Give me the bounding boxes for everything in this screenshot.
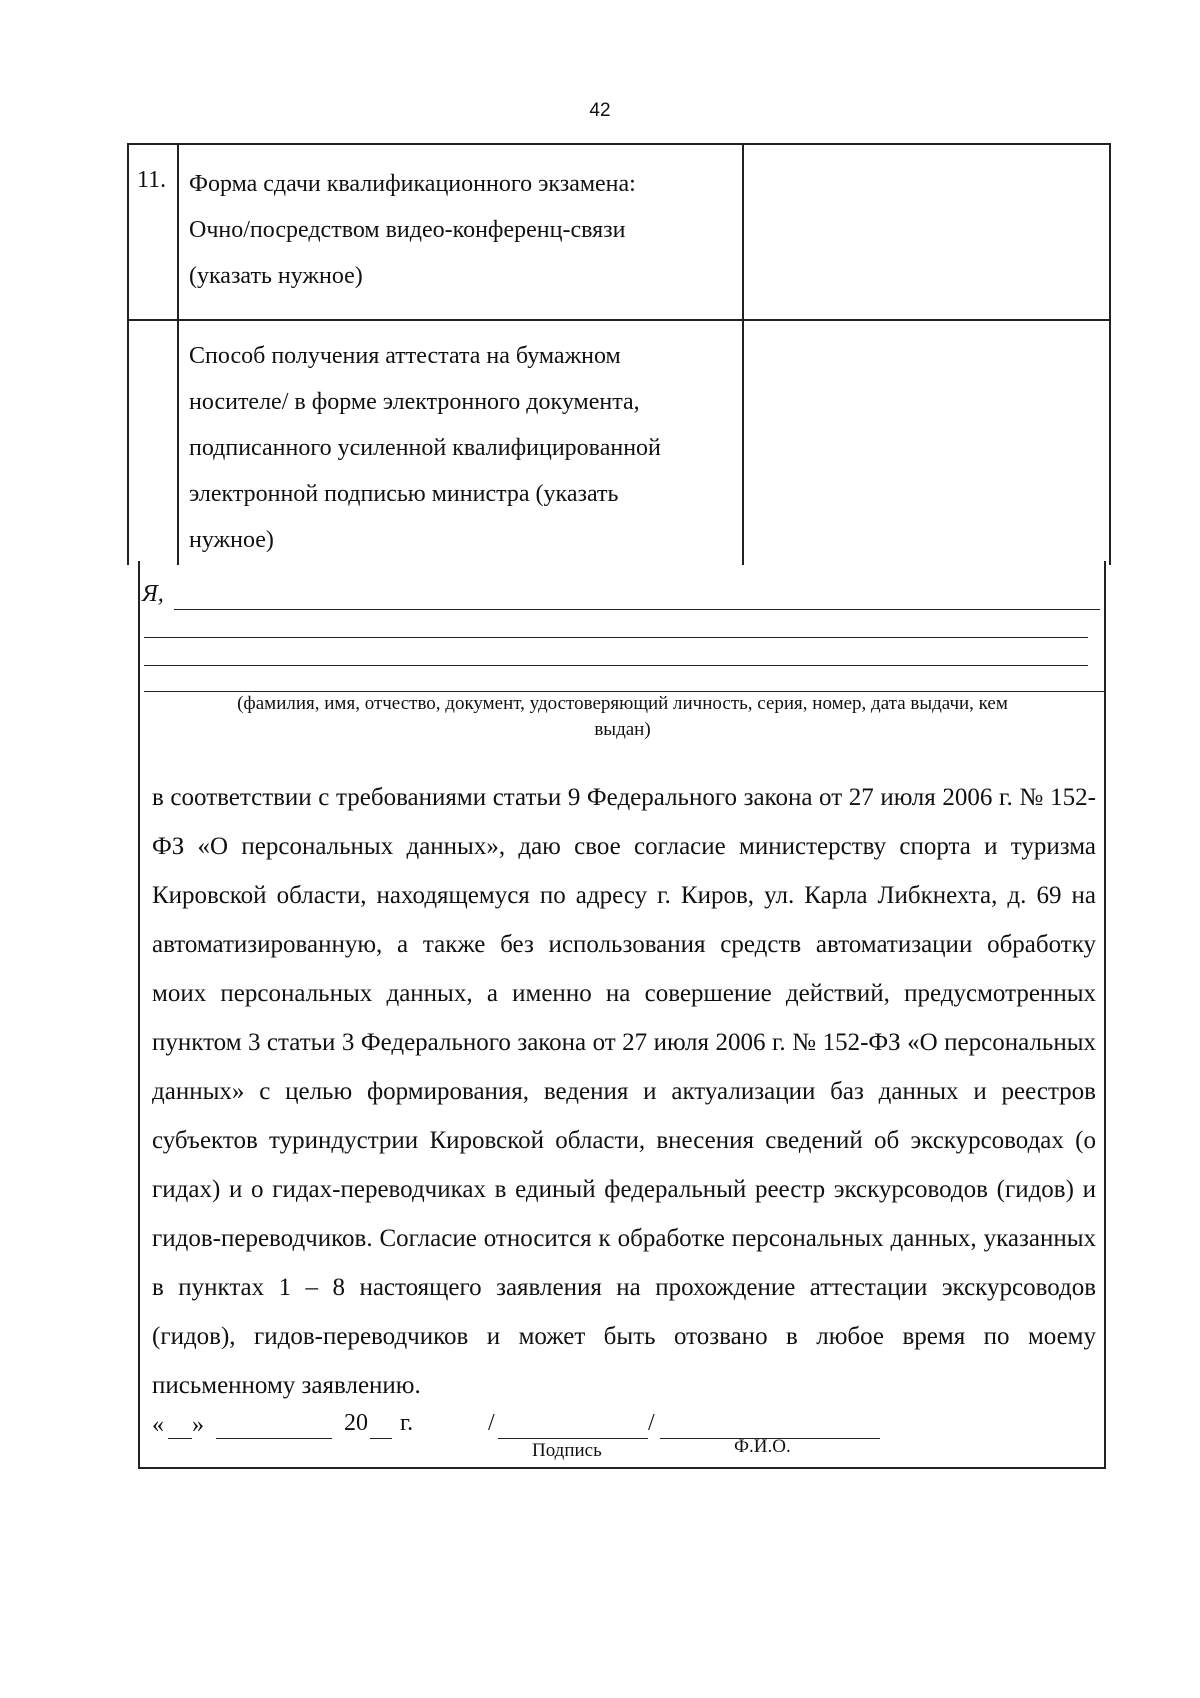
month-fill-line[interactable] (216, 1414, 332, 1439)
table-row (129, 145, 1109, 321)
signature-label: Подпись (532, 1440, 602, 1461)
row-label (179, 321, 744, 565)
consent-block (138, 561, 1106, 1469)
name-fill-line-1[interactable] (174, 589, 1100, 610)
fio-label: Ф.И.О. (734, 1436, 791, 1457)
signature-slash: / (488, 1410, 495, 1436)
row-label-line: нужное) (189, 527, 274, 553)
name-field-caption (160, 691, 1085, 743)
day-fill-line[interactable] (168, 1414, 192, 1439)
name-fill-line-4[interactable] (144, 671, 1104, 692)
signature-row (152, 1406, 1096, 1461)
row-label-line: Очно/посредством видео-конференц-связи (189, 217, 626, 243)
row-label-line: носителе/ в форме электронного документа, (189, 389, 640, 415)
date-quote-close: » (192, 1412, 204, 1438)
row-number (129, 321, 179, 565)
table-row (129, 321, 1109, 565)
row-label-line: подписанного усиленной квалифицированной (189, 435, 661, 461)
caption-line: (фамилия, имя, отчество, документ, удостоверяющий личность, серия, номер, дата выдачи, кем (237, 693, 1008, 714)
year-fill-line[interactable] (370, 1414, 392, 1439)
certificate-method-value-cell[interactable] (744, 321, 1109, 565)
date-quote-open: « (152, 1412, 164, 1438)
name-fill-line-3[interactable] (144, 645, 1088, 666)
row-number: 11. (129, 145, 179, 319)
application-table (127, 143, 1111, 565)
name-prefix: Я, (142, 581, 164, 607)
row-label-line: электронной подписью министра (указать (189, 481, 619, 507)
row-label-line: Форма сдачи квалификационного экзамена: (189, 171, 636, 197)
exam-form-value-cell[interactable] (744, 145, 1109, 319)
row-label-line: Способ получения аттестата на бумажном (189, 343, 621, 369)
row-label (179, 145, 744, 319)
fio-slash: / (648, 1410, 655, 1436)
page-number: 42 (589, 100, 611, 121)
year-suffix: г. (400, 1410, 414, 1436)
row-label-line: (указать нужное) (189, 263, 363, 289)
name-fill-line-2[interactable] (144, 617, 1088, 638)
caption-line: выдан) (594, 719, 651, 740)
year-prefix: 20 (344, 1410, 368, 1436)
consent-body-text: в соответствии с требованиями статьи 9 Федерального закона от 27 июля 2006 г. № 152-ФЗ «О персональных данных», даю свое согласие министерству спорта и туризма Кировской области, находящемуся по адресу г. Киров, ул. Карла Либкнехта, д. 69 на автоматизированную, а также без использования средств автоматизации обработку моих персональных данных, а именно на совершение действий, предусмотренных пунктом 3 статьи 3 Федерального закона от 27 июля 2006 г. № 152-ФЗ «О персональных данных» с целью формирования, ведения и актуализации баз данных и реестров субъектов туриндустрии Кировской области, внесения сведений об экскурсоводах (о гидах) и о гидах-переводчиках в единый федеральный реестр экскурсоводов (гидов) и гидов-переводчиков. Согласие относится к обработке персональных данных, указанных в пунктах 1 – 8 настоящего заявления на прохождение аттестации экскурсоводов (гидов), гидов-переводчиков и может быть отозвано в любое время по моему письменному заявлению. (152, 784, 1096, 1399)
signature-fill-line[interactable] (498, 1414, 648, 1439)
